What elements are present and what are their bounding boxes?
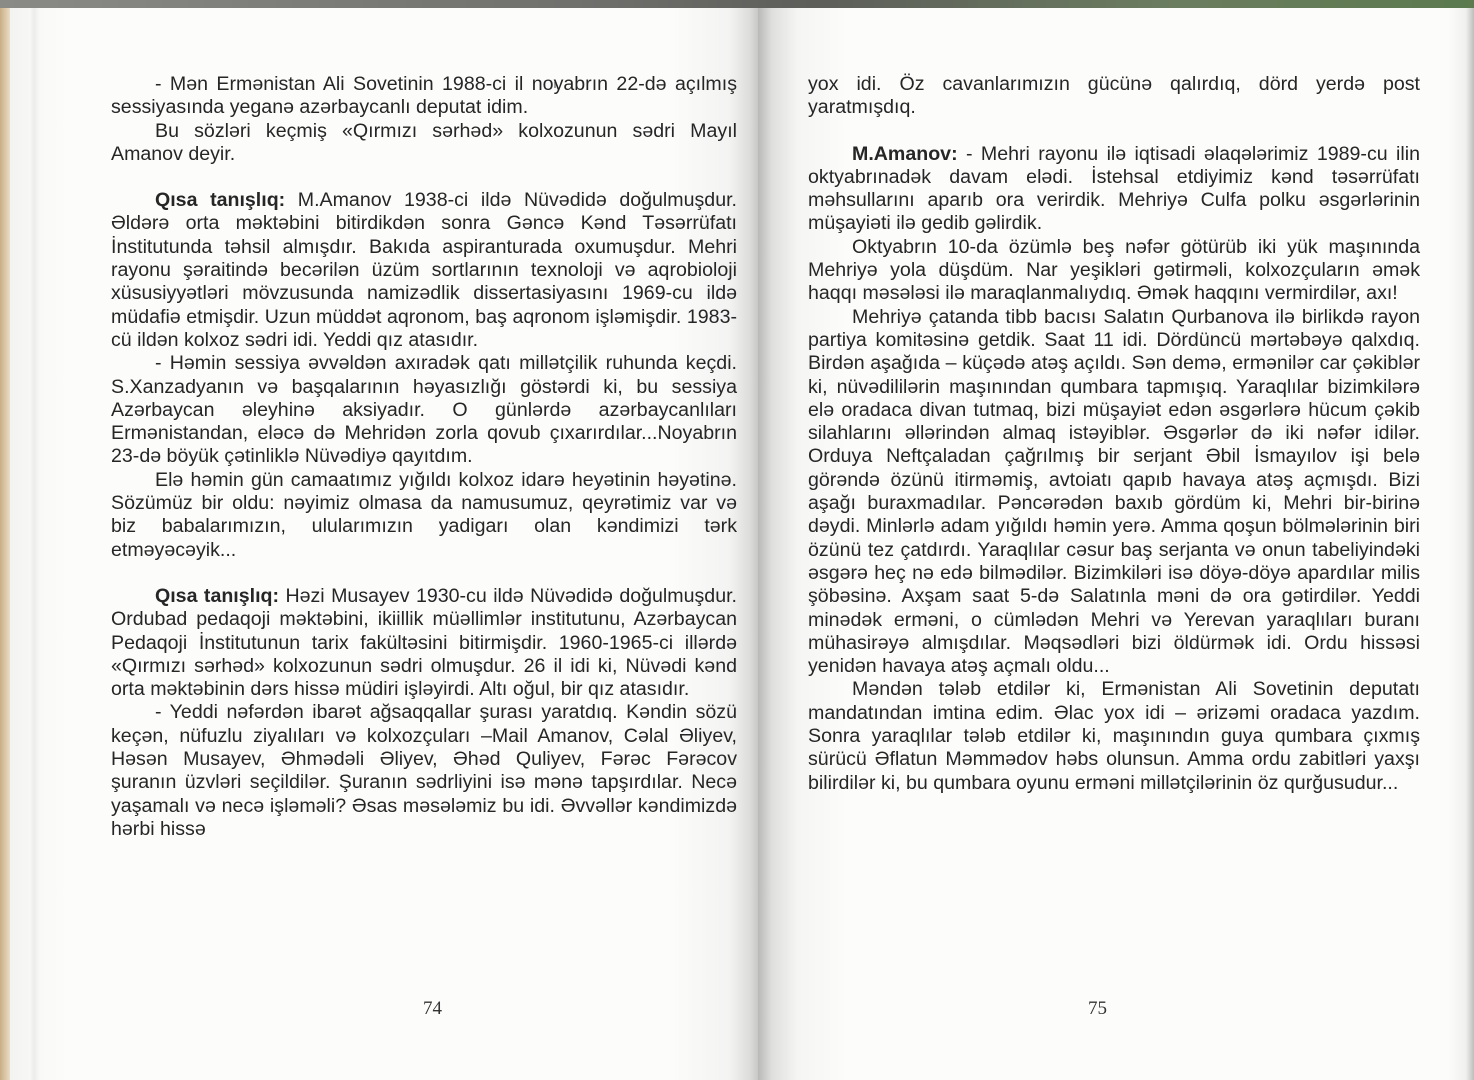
paragraph-lead: Qısa tanışlıq: [155,189,286,212]
paragraph-text: yox idi. Öz cavanlarımızın gücünə qalırdıq, dörd yerdə post yaratmışdıq. [808,73,1420,119]
paragraph [808,73,1420,120]
paragraph [111,585,737,701]
page-number-right: 75 [1088,998,1107,1019]
book-page-edges [0,8,10,1080]
paragraph-lead: M.Amanov: [852,142,958,165]
paragraph [111,469,737,562]
paragraph [111,73,737,120]
page-number-left: 74 [423,998,442,1019]
paragraph-text: Elə həmin gün camaatımız yığıldı kolxoz idarə heyətinin həyətinə. Sözümüz bir oldu: nəyimiz olmasa da namusumuz, qeyrətimiz var və biz babalarımızın, ulularımızın yadigarı olan kəndimizi tərk etməyəcəyik... [111,468,737,561]
left-page-text [111,73,737,841]
paragraph [111,189,737,352]
paragraph-text: Məndən tələb etdilər ki, Ermənistan Ali Sovetinin deputatı mandatından imtina edim. Əlac yox idi – ərizəmi oradaca yazdım. Sonra yaraqlılar tələb etdilər ki, maşınındın guya qumbara çıxmış sürücü Əflatun Məmmədov həbs olunsun. Amma ordu zabitləri yaxşı bilirdilər ki, bu qumbara oyunu erməni millətçilərinin öz qurğusudur... [808,678,1420,794]
paragraph-lead: Qısa tanışlıq: [155,584,280,607]
paragraph-text: M.Amanov 1938-ci ildə Nüvədidə doğulmuşdur. Əldərə orta məktəbini bitirdikdən sonra Gəncə Kənd Təsərrüfatı İnstitutunda təhsil almışdır. Bakıda aspiranturada oxumuşdur. Mehri rayonu şəraitində becərilən üzüm sortlarının texnoloji və aqrobioloji xüsusiyyətləri mövzusunda namizədlik dissertasiyasını 1969-cu ildə müdafiə etmişdir. Uzun müddət aqronom, baş aqronom işləmişdir. 1983-cü ildən kolxoz sədri idi. Yeddi qız atasıdır. [111,189,737,351]
paragraph [111,352,737,468]
paragraph-text: - Mən Ermənistan Ali Sovetinin 1988-ci il noyabrın 22-də açılmış sessiyasında yeganə azərbaycanlı deputat idim. [111,73,737,119]
paragraph [808,306,1420,679]
paragraph [111,120,737,167]
paragraph-gap [111,166,737,189]
paragraph-text: Oktyabrın 10-da özümlə beş nəfər götürüb iki yük maşınında Mehriyə yola düşdüm. Nar yeşikləri gətirməli, kolxozçuların əmək haqqı məsələsi ilə maraqlanmalıydıq. Əmək haqqını vermirdilər, axı! [808,235,1420,305]
paragraph-text: - Yeddi nəfərdən ibarət ağsaqqallar şurası yaratdıq. Kəndin sözü keçən, nüfuzlu ziyalıları və kolxozçuları –Mail Amanov, Cəlal Əliyev, Həsən Musayev, Əhmədəli Əliyev, Əhəd Quliyev, Fərəc Fərəcov şuranın üzvləri seçildilər. Şuranın sədrliyini isə mənə tapşırdılar. Necə yaşamalı və necə işləməli? Əsas məsələmiz bu idi. Əvvəllər kəndimizdə hərbi hissə [111,701,737,840]
paragraph-text: Həzi Musayev 1930-cu ildə Nüvədidə doğulmuşdur. Ordubad pedaqoji məktəbini, ikiillik müəllimlər institutunu, Azərbaycan Pedaqoji İnstitutunun tarix fakültəsini bitirmişdir. 1960-1965-ci illərdə «Qırmızı sərhəd» kolxozunun sədri olmuşdur. 26 il idi ki, Nüvədi kənd orta məktəbinin dərs hissə müdiri işləyirdi. Altı oğul, bir qız atasıdır. [111,584,737,701]
paragraph-text: Bu sözləri keçmiş «Qırmızı sərhəd» kolxozunun sədri Mayıl Amanov deyir. [111,119,737,165]
right-page-text [808,73,1420,795]
paragraph-text: Mehriyə çatanda tibb bacısı Salatın Qurbanova ilə birlikdə rayon partiya komitəsinə getdik. Saat 11 idi. Dördüncü mərtəbəyə qalxdıq. Birdən aşağıda – küçədə atəş açıldı. Sən demə, ermənilər car çəkiblər ki, nüvədililərin maşınından qumbara tapmışıq. Yaraqlılar bizimkilərə elə oradaca divan tutmaq, bizi müşayiət edən əsgərlərə hücum çəkib silahlarını əllərindən almaq istəyiblər. Əsgərlər də iki nəfər idilər. Orduya Neftçaladan çağrılmış bir serjant Əbil İsmayılov işi belə görəndə özünü itirməmiş, avtoiatı qapıb havaya atəş açmışdı. Bizi aşağı buraxmadılar. Pəncərədən baxıb gördüm ki, Mehri bir-birinə dəydi. Minlərlə adam yığıldı həmin yerə. Amma qoşun bölmələrinin biri özünü tez çatdırdı. Yaraqlılar cəsur baş serjanta və onun tabeliyindəki əsgərə heç nə edə bilmədilər. Bizimkiləri isə döyə-döyə apardılar milis şöbəsinə. Axşam saat 5-də Salatınla məni də ora gətirdilər. Yeddi minədək erməni, o cümlədən Mehri və Yerevan yaraqlıları buranı mühasirəyə almışdılar. Məqsədləri bizi öldürmək idi. Ordu hissəsi yenidən havaya atəş açmalı oldu... [808,305,1420,678]
paragraph-gap [808,120,1420,143]
paragraph-text: - Mehri rayonu ilə iqtisadi əlaqələrimiz 1989-cu ilin oktyabrınadək davam elədi. İstehsal etdiyimiz kənd təsərrüfatı məhsullarını aparıb ora verirdik. Mehriyə Culfa polku əsgərlərinin müşayiəti ilə gedib gəlirdik. [808,142,1420,235]
paragraph [808,143,1420,236]
paragraph-gap [111,562,737,585]
paragraph [808,678,1420,794]
paragraph [111,701,737,841]
paragraph-text: - Həmin sessiya əvvəldən axıradək qatı millətçilik ruhunda keçdi. S.Xanzadyanın və başqalarının həyasızlığı göstərdi ki, bu sessiya Azərbaycan əleyhinə aksiyadır. O günlərdə azərbaycanlıları Ermənistandan, eləcə də Mehridən zorla qovub çıxarırdılar...Noyabrın 23-də böyük çətinliklə Nüvədiyə qayıtdım. [111,352,737,468]
paragraph [808,236,1420,306]
